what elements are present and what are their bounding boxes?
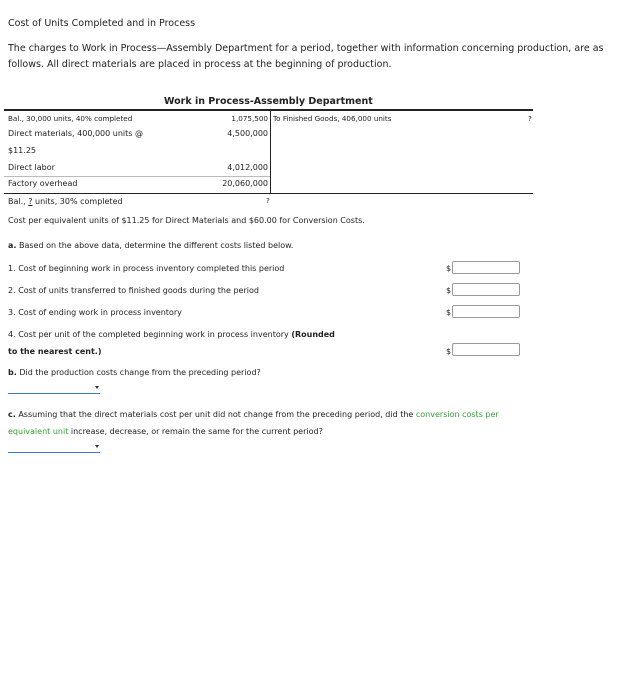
part-b-prompt: b. Did the production costs change from the preceding period? [8, 368, 261, 377]
part-c-prompt-line-1: c. Assuming that the direct materials cost per unit did not change from the preceding period, did the conversion costs per [8, 410, 499, 419]
t-account-title: Work in Process-Assembly Department [164, 96, 373, 107]
ending-balance-amount: ? [266, 196, 270, 205]
item-2-input[interactable] [452, 283, 520, 296]
debit-direct-materials-rate: $11.25 [8, 146, 36, 155]
item-4-currency: $ [446, 347, 452, 356]
part-b-dropdown[interactable] [8, 385, 100, 394]
debit-beginning-balance-amount: 1,075,500 [231, 114, 268, 123]
item-1-input[interactable] [452, 261, 520, 274]
debit-direct-labor-amount: 4,012,000 [227, 163, 268, 172]
item-2-currency: $ [446, 286, 452, 295]
cost-note: Cost per equivalent units of $11.25 for Direct Materials and $60.00 for Conversion Costs. [8, 216, 365, 225]
page-title: Cost of Units Completed and in Process [8, 18, 196, 29]
part-a-prompt: a. Based on the above data, determine the different costs listed below. [8, 241, 294, 250]
credit-finished-goods-label: To Finished Goods, 406,000 units [273, 114, 392, 123]
item-1-currency: $ [446, 264, 452, 273]
credit-finished-goods-amount: ? [528, 114, 532, 123]
ending-balance-units: ? [28, 197, 33, 206]
chevron-down-icon [95, 445, 99, 448]
conversion-costs-link[interactable]: conversion costs per [415, 410, 499, 419]
part-c-dropdown[interactable] [8, 444, 100, 453]
debit-direct-materials-amount: 4,500,000 [227, 129, 268, 138]
debit-direct-labor-label: Direct labor [8, 163, 55, 172]
part-c-prompt-line-2: equivalent unit increase, decrease, or remain the same for the current period? [8, 427, 323, 436]
item-4-text-cont: to the nearest cent.) [8, 347, 102, 356]
t-account-top-rule [4, 109, 533, 111]
t-account-row-divider [4, 176, 270, 177]
t-account-center-rule [270, 111, 271, 193]
debit-factory-overhead-amount: 20,060,000 [222, 179, 268, 188]
item-1-text: 1. Cost of beginning work in process inventory completed this period [8, 264, 285, 273]
item-2-text: 2. Cost of units transferred to finished goods during the period [8, 286, 259, 295]
item-4-text: 4. Cost per unit of the completed beginning work in process inventory (Rounded [8, 330, 335, 339]
item-3-input[interactable] [452, 305, 520, 318]
item-3-text: 3. Cost of ending work in process inventory [8, 308, 182, 317]
ending-balance-label: Bal., ? units, 30% completed [8, 197, 123, 206]
intro-line-1: The charges to Work in Process—Assembly Department for a period, together with information concerning production, are as [8, 43, 604, 54]
t-account-bottom-rule [4, 193, 533, 194]
item-4-input[interactable] [452, 343, 520, 356]
intro-line-2: follows. All direct materials are placed in process at the beginning of production. [8, 59, 392, 70]
chevron-down-icon [95, 386, 99, 389]
debit-factory-overhead-label: Factory overhead [8, 179, 78, 188]
debit-beginning-balance-label: Bal., 30,000 units, 40% completed [8, 114, 133, 123]
equivalent-unit-link[interactable]: equivalent unit [8, 427, 69, 436]
debit-direct-materials-label: Direct materials, 400,000 units @ [8, 129, 143, 138]
item-3-currency: $ [446, 308, 452, 317]
